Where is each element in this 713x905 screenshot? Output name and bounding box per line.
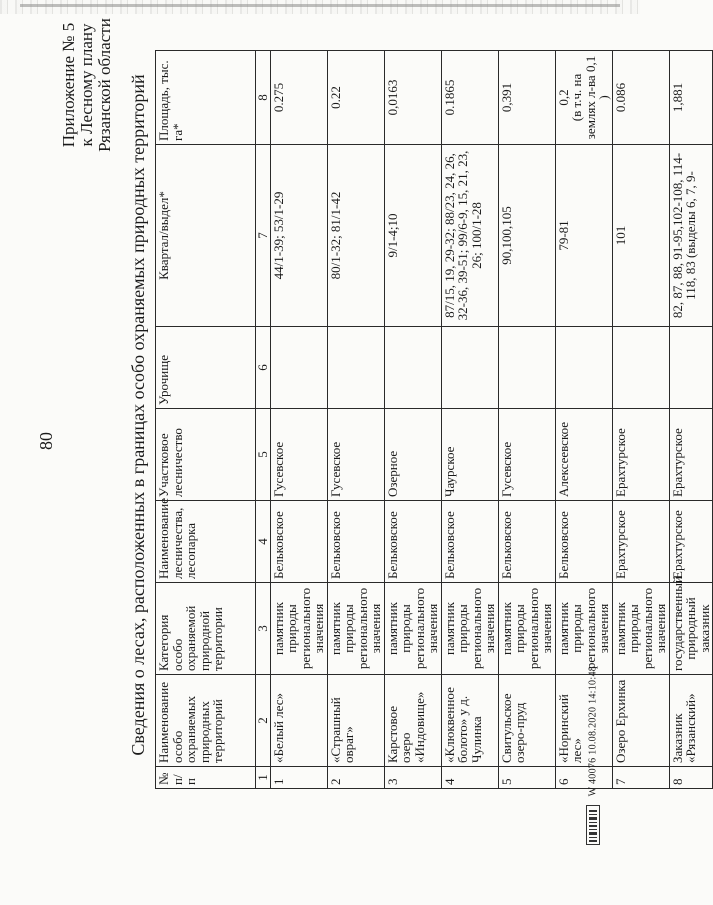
table-row	[327, 51, 384, 789]
forestry-name: Ерахтурское	[669, 501, 713, 583]
quarter-allotment: 9/1-4;10	[384, 145, 441, 327]
area-name: Озеро Ерхинка	[612, 675, 669, 767]
forestry-name: Ерахтурское	[612, 501, 669, 583]
stamp-text: W 40076 10.08.2020 14:10:48	[587, 665, 599, 797]
quarter-allotment: 101	[612, 145, 669, 327]
quarter-allotment: 80/1-32; 81/1-42	[327, 145, 384, 327]
protected-areas-table	[155, 50, 713, 789]
district-forestry: Ерахтурское	[612, 409, 669, 501]
forestry-name: Бельковское	[384, 501, 441, 583]
area-value	[441, 51, 498, 145]
column-number: 7	[256, 145, 271, 327]
quarter-allotment: 82, 87, 88, 91-95,102-108, 114-118, 83 (выделы 6, 7, 9-	[669, 145, 713, 327]
district-forestry: Гусевское	[327, 409, 384, 501]
district-forestry: Алексеевское	[555, 409, 612, 501]
area-number: 0,391	[498, 82, 514, 113]
appendix-line: Рязанской области	[95, 18, 114, 152]
column-header: Наименование особо охраняемых природных территорий	[156, 675, 256, 767]
table-row	[441, 51, 498, 789]
tract	[555, 327, 612, 409]
area-value	[327, 51, 384, 145]
area-category: памятник природы регионального значения	[555, 583, 612, 675]
district-forestry: Гусевское	[498, 409, 555, 501]
area-value	[555, 51, 612, 145]
tract	[327, 327, 384, 409]
document-title: Сведения о лесах, расположенных в границах особо охраняемых природных территорий	[128, 74, 148, 756]
column-header: Квартал/выдел*	[156, 145, 256, 327]
table-row	[669, 51, 713, 789]
column-number-row	[256, 51, 271, 789]
column-number: 5	[256, 409, 271, 501]
area-name: Свитульское озеро-пруд	[498, 675, 555, 767]
column-number: 1	[256, 767, 271, 789]
appendix-label	[60, 5, 114, 165]
tract	[669, 327, 713, 409]
area-note: (в т.ч. на землях л-ва 0,1 )	[569, 55, 611, 140]
area-value	[498, 51, 555, 145]
area-name: «Белый лес»	[270, 675, 327, 767]
quarter-allotment: 44/1-39; 53/1-29	[270, 145, 327, 327]
forestry-name: Бельковское	[441, 501, 498, 583]
area-value	[612, 51, 669, 145]
area-number: 0.22	[327, 86, 343, 109]
forestry-name: Бельковское	[327, 501, 384, 583]
area-number: 0.1865	[441, 79, 457, 116]
appendix-line: к Лесному плану	[77, 23, 96, 147]
tract	[384, 327, 441, 409]
tract	[441, 327, 498, 409]
area-category: памятник природы регионального значения	[612, 583, 669, 675]
area-number: 0.275	[270, 82, 286, 113]
forestry-name: Бельковское	[555, 501, 612, 583]
row-number: 1	[270, 767, 327, 789]
district-forestry: Чаурское	[441, 409, 498, 501]
tract	[270, 327, 327, 409]
tract	[612, 327, 669, 409]
area-value	[669, 51, 713, 145]
quarter-allotment: 79-81	[555, 145, 612, 327]
area-category: памятник природы регионального значения	[327, 583, 384, 675]
column-header: Урочище	[156, 327, 256, 409]
area-name: Заказник «Рязанский»	[669, 675, 713, 767]
area-value	[270, 51, 327, 145]
table-row	[270, 51, 327, 789]
row-number: 3	[384, 767, 441, 789]
area-value	[384, 51, 441, 145]
area-category: памятник природы регионального значения	[498, 583, 555, 675]
area-category: памятник природы регионального значения	[441, 583, 498, 675]
forestry-name: Бельковское	[270, 501, 327, 583]
area-number: 0.086	[612, 82, 628, 113]
area-number: 1,881	[669, 82, 685, 113]
quarter-allotment: 87/15, 19, 29-32; 88/23, 24, 26, 32-36, 39-51; 99/6-9, 15, 21, 23, 26; 100/1-28	[441, 145, 498, 327]
column-number: 4	[256, 501, 271, 583]
row-number: 8	[669, 767, 713, 789]
document-stamp	[586, 666, 600, 845]
tract	[498, 327, 555, 409]
district-forestry: Ерахтурское	[669, 409, 713, 501]
column-number: 8	[256, 51, 271, 145]
area-name: «Страшный овраг»	[327, 675, 384, 767]
table-row	[555, 51, 612, 789]
table-header-row	[156, 51, 256, 789]
column-number: 2	[256, 675, 271, 767]
column-header: № п/п	[156, 767, 256, 789]
row-number: 2	[327, 767, 384, 789]
area-name: «Клюквенное болото» у д. Чулинка	[441, 675, 498, 767]
forestry-name: Бельковское	[498, 501, 555, 583]
area-name: «Норинский лес»	[555, 675, 612, 767]
row-number: 7	[612, 767, 669, 789]
table-row	[612, 51, 669, 789]
column-header: Категория особо охраняемой природной территории	[156, 583, 256, 675]
quarter-allotment: 90,100,105	[498, 145, 555, 327]
area-category: памятник природы регионального значения	[384, 583, 441, 675]
district-forestry: Гусевское	[270, 409, 327, 501]
column-header: Площадь, тыс. га*	[156, 51, 256, 145]
area-number: 0,0163	[384, 79, 400, 116]
column-header: Наименование лесничества, лесопарка	[156, 501, 256, 583]
table-row	[498, 51, 555, 789]
appendix-line: Приложение № 5	[59, 22, 78, 148]
page-number: 80	[36, 432, 56, 450]
column-number: 3	[256, 583, 271, 675]
area-number: 0,2	[555, 89, 571, 106]
row-number: 5	[498, 767, 555, 789]
row-number: 4	[441, 767, 498, 789]
row-number: 6	[555, 767, 612, 789]
area-category: государственный природный заказник	[669, 583, 713, 675]
column-header: Участковое лесничество	[156, 409, 256, 501]
table-row	[384, 51, 441, 789]
column-number: 6	[256, 327, 271, 409]
area-name: Карстовое озеро «Индовище»	[384, 675, 441, 767]
barcode-stamp-icon	[586, 805, 600, 845]
area-category: памятник природы регионального значения	[270, 583, 327, 675]
district-forestry: Озерное	[384, 409, 441, 501]
